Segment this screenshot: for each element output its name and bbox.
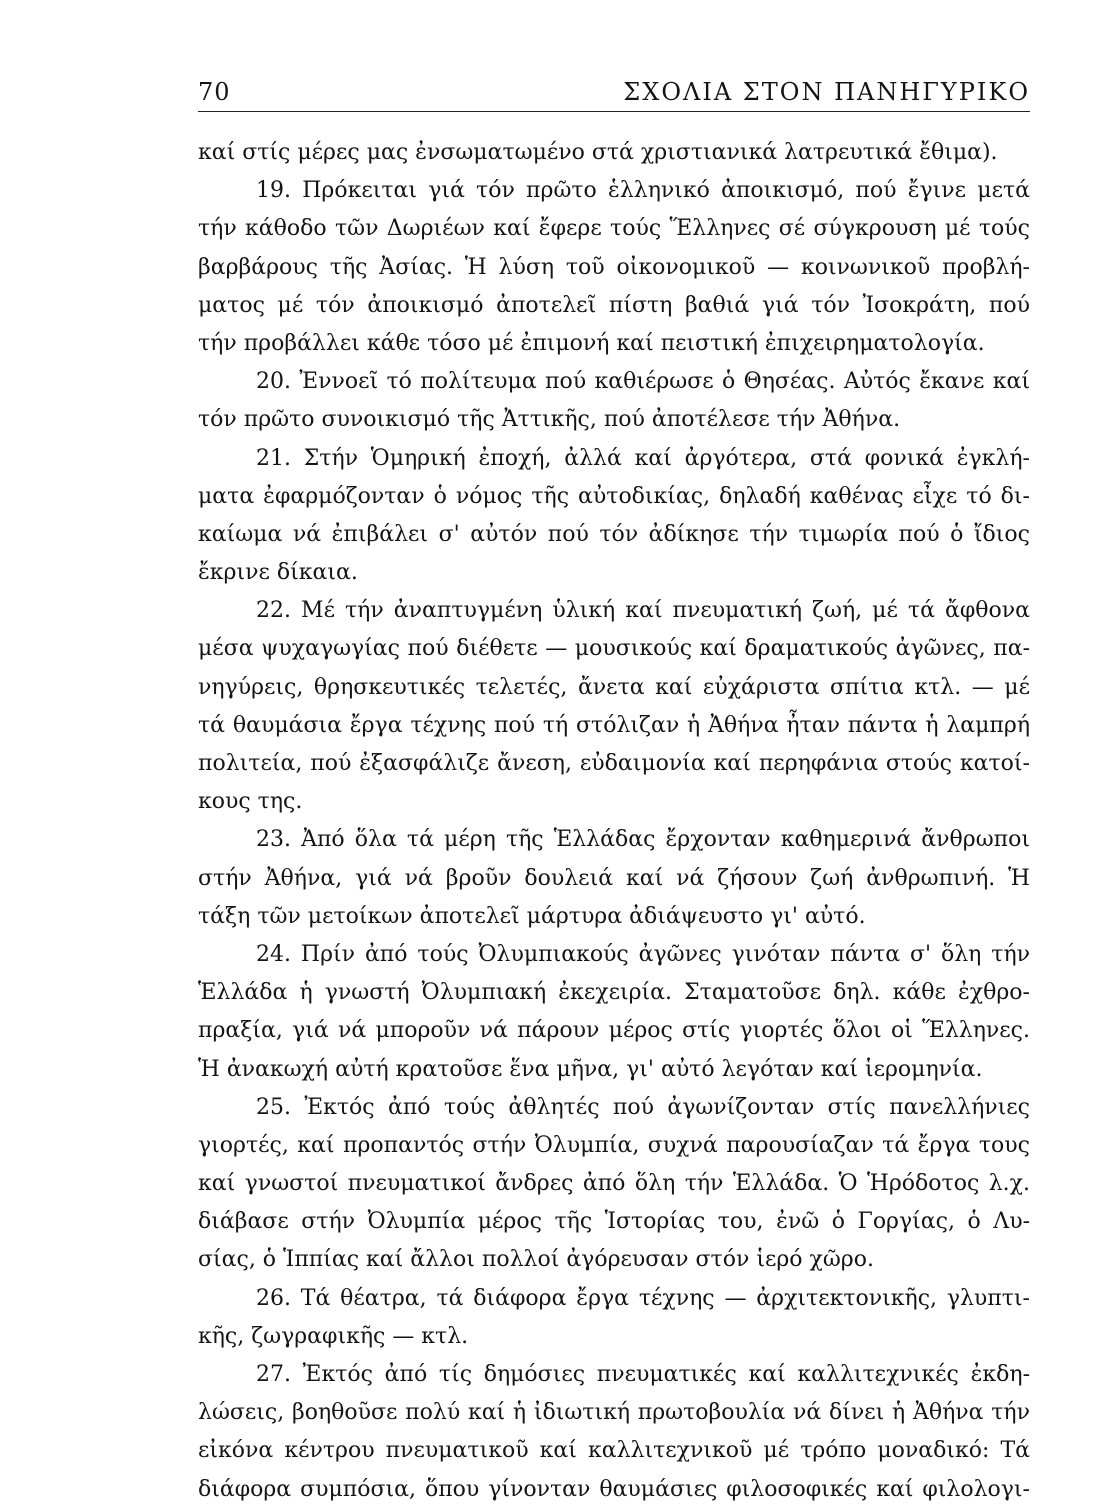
text-line: Ἡ ἀνακωχή αὐτή κρατοῦσε ἕνα μῆνα, γι' αὐτό λεγόταν καί ἱερομηνία. (198, 1056, 983, 1082)
running-title: ΣΧΟΛΙΑ ΣΤΟΝ ΠΑΝΗΓΥΡΙΚΟ (623, 78, 1030, 106)
text-line: 25. Ἐκτός ἀπό τούς ἀθλητές πού ἀγωνίζονταν στίς πανελλήνιες (256, 1094, 1030, 1120)
text-line: κους της. (198, 789, 303, 815)
text-line: καίωμα νά ἐπιβάλει σ' αὐτόν πού τόν ἀδίκησε τήν τιμωρία πού ὁ ἴδιος (198, 521, 1030, 547)
text-line: γιορτές, καί προπαντός στήν Ὀλυμπία, συχνά παρουσίαζαν τά ἔργα τους (198, 1132, 1030, 1158)
text-line: ματος μέ τόν ἀποικισμό ἀποτελεῖ πίστη βαθιά γιά τόν Ἰσοκράτη, πού (198, 292, 1030, 318)
text-line: ἔκρινε δίκαια. (198, 560, 358, 586)
text-line: 27. Ἐκτός ἀπό τίς δημόσιες πνευματικές καί καλλιτεχνικές ἐκδη- (256, 1362, 1030, 1387)
text-line: καί γνωστοί πνευματικοί ἄνδρες ἀπό ὅλη τήν Ἑλλάδα. Ὁ Ἡρόδοτος λ.χ. (198, 1171, 1030, 1197)
text-line: καί στίς μέρες μας ἐνσωματωμένο στά χριστιανικά λατρευτικά ἔθιμα). (198, 140, 998, 165)
text-line: στήν Ἀθήνα, γιά νά βροῦν δουλειά καί νά ζήσουν ζωή ἀνθρωπινή. Ἡ (198, 865, 1030, 891)
commentary-text (198, 134, 1030, 1509)
text-line: τόν πρῶτο συνοικισμό τῆς Ἀττικῆς, πού ἀποτέλεσε τήν Ἀθήνα. (198, 407, 901, 433)
text-line: Ἑλλάδα ἡ γνωστή Ὀλυμπιακή ἐκεχειρία. Σταματοῦσε δηλ. κάθε ἐχθρο- (198, 980, 1030, 1006)
text-line: 26. Τά θέατρα, τά διάφορα ἔργα τέχνης — ἀρχιτεκτονικῆς, γλυπτι- (256, 1285, 1030, 1311)
text-line: τήν προβάλλει κάθε τόσο μέ ἐπιμονή καί πειστική ἐπιχειρηματολογία. (198, 330, 985, 356)
text-line: ματα ἐφαρμόζονταν ὁ νόμος τῆς αὐτοδικίας, δηλαδή καθένας εἶχε τό δι- (198, 483, 1030, 509)
text-line: σίας, ὁ Ἱππίας καί ἄλλοι πολλοί ἀγόρευσαν στόν ἱερό χῶρο. (198, 1247, 874, 1273)
text-line: βαρβάρους τῆς Ἀσίας. Ἡ λύση τοῦ οἰκονομικοῦ — κοινωνικοῦ προβλή- (198, 254, 1030, 280)
page-header (198, 74, 1030, 108)
text-line: 19. Πρόκειται γιά τόν πρῶτο ἑλληνικό ἀποικισμό, πού ἔγινε μετά (256, 178, 1030, 204)
text-line: πραξία, γιά νά μποροῦν νά πάρουν μέρος στίς γιορτές ὅλοι οἱ Ἕλληνες. (198, 1018, 1030, 1044)
text-line: τάξη τῶν μετοίκων ἀποτελεῖ μάρτυρα ἀδιάψευστο γι' αὐτό. (198, 903, 866, 929)
text-line: νηγύρεις, θρησκευτικές τελετές, ἄνετα καί εὐχάριστα σπίτια κτλ. — μέ (198, 674, 1030, 700)
text-line: 20. Ἐννοεῖ τό πολίτευμα πού καθιέρωσε ὁ Θησέας. Αὐτός ἔκανε καί (256, 369, 1030, 395)
header-rule (198, 111, 1030, 112)
text-line: πολιτεία, πού ἐξασφάλιζε ἄνεση, εὐδαιμονία καί περηφάνια στούς κατοί- (198, 751, 1030, 776)
text-line: εἰκόνα κέντρου πνευματικοῦ καί καλλιτεχνικοῦ μέ τρόπο μοναδικό: Τά (198, 1438, 1030, 1464)
text-line: 24. Πρίν ἀπό τούς Ὀλυμπιακούς ἀγῶνες γινόταν πάντα σ' ὅλη τήν (256, 941, 1030, 967)
text-line: διάφορα συμπόσια, ὅπου γίνονταν θαυμάσιες φιλοσοφικές καί φιλολογι- (198, 1476, 1030, 1502)
text-line: τήν κάθοδο τῶν Δωριέων καί ἔφερε τούς Ἕλληνες σέ σύγκρουση μέ τούς (198, 216, 1030, 242)
text-line: 21. Στήν Ὁμηρική ἐποχή, ἀλλά καί ἀργότερα, στά φονικά ἐγκλή- (256, 445, 1030, 471)
page-number: 70 (198, 78, 231, 106)
text-line: μέσα ψυχαγωγίας πού διέθετε — μουσικούς καί δραματικούς ἀγῶνες, πα- (198, 636, 1030, 662)
text-line: τά θαυμάσια ἔργα τέχνης πού τή στόλιζαν ἡ Ἀθήνα ἦταν πάντα ἡ λαμπρή (198, 712, 1030, 738)
text-line: 23. Ἀπό ὅλα τά μέρη τῆς Ἑλλάδας ἔρχονταν καθημερινά ἄνθρωποι (256, 827, 1030, 853)
text-line: διάβασε στήν Ὀλυμπία μέρος τῆς Ἱστορίας του, ἐνῶ ὁ Γοργίας, ὁ Λυ- (198, 1209, 1030, 1235)
text-line: 22. Μέ τήν ἀναπτυγμένη ὑλική καί πνευματική ζωή, μέ τά ἄφθονα (256, 598, 1030, 624)
text-line: κῆς, ζωγραφικῆς — κτλ. (198, 1323, 469, 1349)
text-line: λώσεις, βοηθοῦσε πολύ καί ἡ ἰδιωτική πρωτοβουλία νά δίνει ἡ Ἀθήνα τήν (198, 1400, 1030, 1426)
